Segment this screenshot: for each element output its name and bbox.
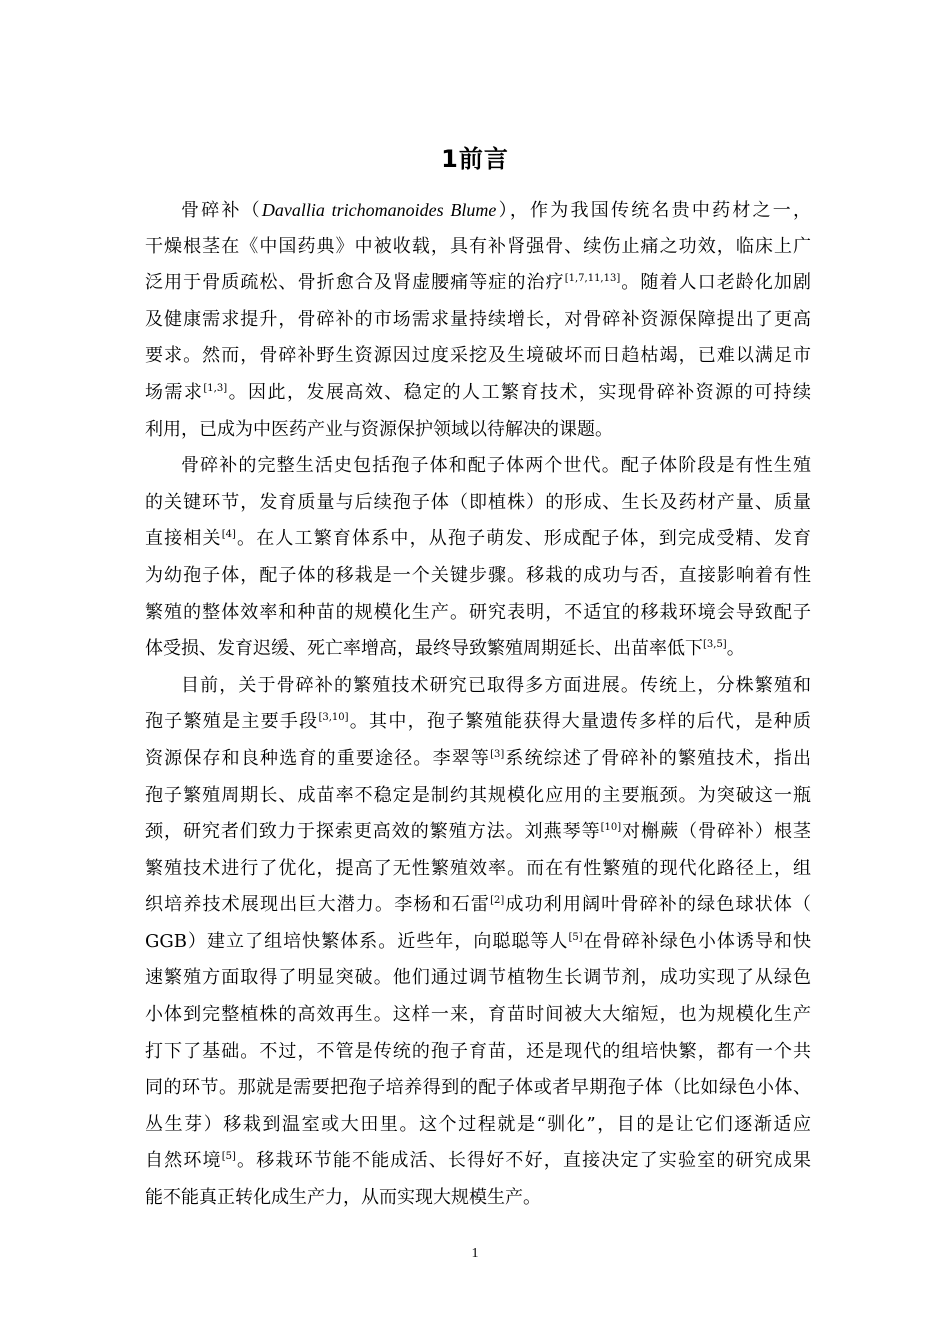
text-run: 丛生芽）移栽到温室或大田里。这个过程就是“驯化”，目的是让它们逐渐适应 bbox=[145, 1113, 811, 1135]
text-run: 织培养技术展现出巨大潜力。李杨和石雷 bbox=[145, 894, 491, 916]
text-line bbox=[145, 887, 811, 924]
text-run: 。 bbox=[726, 638, 745, 660]
text-line bbox=[145, 558, 811, 595]
text-run: 目前，关于骨碎补的繁殖技术研究已取得多方面进展。传统上，分株繁殖和 bbox=[181, 674, 811, 696]
citation-ref: [10] bbox=[600, 822, 622, 834]
text-run: 繁殖的整体效率和种苗的规模化生产。研究表明，不适宜的移栽环境会导致配子 bbox=[145, 601, 811, 623]
text-line bbox=[145, 668, 811, 705]
text-line bbox=[145, 1034, 811, 1071]
text-line bbox=[145, 338, 811, 375]
text-run: 。移栽环节能不能成活、长得好不好，直接决定了实验室的研究成果 bbox=[235, 1150, 811, 1172]
text-line bbox=[145, 814, 811, 851]
text-line bbox=[145, 960, 811, 997]
text-line bbox=[145, 448, 811, 485]
body-text bbox=[145, 192, 811, 1217]
text-line bbox=[145, 412, 811, 449]
text-line bbox=[145, 375, 811, 412]
text-run: 系统综述了骨碎补的繁殖技术，指出 bbox=[504, 747, 812, 769]
text-run: ），作为我国传统名贵中药材之一， bbox=[496, 200, 812, 221]
text-line bbox=[145, 595, 811, 632]
text-run: 能不能真正转化成生产力，从而实现大规模生产。 bbox=[145, 1187, 541, 1209]
text-run: 繁殖技术进行了优化，提高了无性繁殖效率。而在有性繁殖的现代化路径上，组 bbox=[145, 857, 811, 879]
text-run: 。其中，孢子繁殖能获得大量遗传多样的后代，是种质 bbox=[348, 711, 812, 733]
text-line bbox=[145, 1107, 811, 1144]
latin-name: Davallia trichomanoides Blume bbox=[261, 200, 497, 220]
paragraph bbox=[145, 192, 811, 448]
text-run: 骨碎补的完整生活史包括孢子体和配子体两个世代。配子体阶段是有性生殖 bbox=[181, 455, 811, 477]
text-line bbox=[145, 229, 811, 266]
text-run: 利用，已成为中医药产业与资源保护领域以待解决的课题。 bbox=[145, 418, 613, 440]
text-run: 孢子繁殖周期长、成苗率不稳定是制约其规模化应用的主要瓶颈。为突破这一瓶 bbox=[145, 784, 811, 806]
text-run: 成功利用阔叶骨碎补的绿色球状体（ bbox=[504, 894, 812, 916]
text-run: 干燥根茎在《中国药典》中被收载，具有补肾强骨、续伤止痛之功效，临床上广 bbox=[145, 235, 811, 257]
citation-ref: [1,7,11,13] bbox=[564, 273, 621, 285]
text-run: 。随着人口老龄化加剧 bbox=[620, 272, 812, 294]
text-run: 小体到完整植株的高效再生。这样一来，育苗时间被大大缩短，也为规模化生产 bbox=[145, 1004, 811, 1026]
text-run: 颈，研究者们致力于探索更高效的繁殖方法。刘燕琴等 bbox=[145, 821, 601, 843]
text-line bbox=[145, 192, 811, 229]
citation-ref: [5] bbox=[221, 1151, 236, 1163]
text-run: 要求。然而，骨碎补野生资源因过度采挖及生境破坏而日趋枯竭，已难以满足市 bbox=[145, 345, 811, 367]
text-run: 自然环境 bbox=[145, 1150, 222, 1172]
text-run: 打下了基础。不过，不管是传统的孢子育苗，还是现代的组培快繁，都有一个共 bbox=[145, 1040, 811, 1062]
text-run: 直接相关 bbox=[145, 528, 222, 550]
text-line bbox=[145, 1070, 811, 1107]
text-run: 孢子繁殖是主要手段 bbox=[145, 711, 319, 733]
text-line bbox=[145, 778, 811, 815]
citation-ref: [3,5] bbox=[703, 639, 727, 651]
paragraph bbox=[145, 668, 811, 1217]
text-run: 。在人工繁育体系中，从孢子萌发、形成配子体，到完成受精、发育 bbox=[235, 528, 811, 550]
text-run: 在骨碎补绿色小体诱导和快 bbox=[582, 930, 812, 952]
text-run: 同的环节。那就是需要把孢子培养得到的配子体或者早期孢子体（比如绿色小体、 bbox=[145, 1077, 811, 1099]
text-line bbox=[145, 1143, 811, 1180]
text-run: 对槲蕨（骨碎补）根茎 bbox=[621, 821, 811, 843]
text-run: 场需求 bbox=[145, 381, 204, 403]
text-run: 为幼孢子体，配子体的移栽是一个关键步骤。移栽的成功与否，直接影响着有性 bbox=[145, 564, 811, 586]
text-run: GGB）建立了组培快繁体系。近些年，向聪聪等人 bbox=[145, 930, 569, 952]
citation-ref: [2] bbox=[490, 895, 505, 907]
text-line bbox=[145, 302, 811, 339]
text-run: 体受损、发育迟缓、死亡率增高，最终导致繁殖周期延长、出苗率低下 bbox=[145, 638, 703, 660]
citation-ref: [5] bbox=[568, 931, 583, 943]
page-number: 1 bbox=[471, 1246, 479, 1261]
citation-ref: [4] bbox=[221, 529, 236, 541]
text-line bbox=[145, 924, 811, 961]
text-run: 速繁殖方面取得了明显突破。他们通过调节植物生长调节剂，成功实现了从绿色 bbox=[145, 967, 811, 989]
text-run: 。因此，发展高效、稳定的人工繁育技术，实现骨碎补资源的可持续 bbox=[227, 381, 811, 403]
text-line bbox=[145, 1180, 811, 1217]
text-line bbox=[145, 851, 811, 888]
text-line bbox=[145, 704, 811, 741]
text-line bbox=[145, 485, 811, 522]
paragraph bbox=[145, 448, 811, 668]
section-heading: 1前言 bbox=[441, 145, 509, 173]
text-run: 骨碎补（ bbox=[181, 200, 262, 221]
text-line bbox=[145, 631, 811, 668]
citation-ref: [3,10] bbox=[318, 712, 349, 724]
text-run: 及健康需求提升，骨碎补的市场需求量持续增长，对骨碎补资源保障提出了更高 bbox=[145, 308, 811, 330]
text-line bbox=[145, 741, 811, 778]
citation-ref: [1,3] bbox=[203, 382, 228, 394]
text-run: 资源保存和良种选育的重要途径。李翠等 bbox=[145, 747, 491, 769]
citation-ref: [3] bbox=[490, 748, 505, 760]
text-line bbox=[145, 265, 811, 302]
text-line bbox=[145, 521, 811, 558]
text-line bbox=[145, 997, 811, 1034]
text-run: 的关键环节，发育质量与后续孢子体（即植株）的形成、生长及药材产量、质量 bbox=[145, 491, 811, 513]
text-run: 泛用于骨质疏松、骨折愈合及肾虚腰痛等症的治疗 bbox=[145, 272, 565, 294]
